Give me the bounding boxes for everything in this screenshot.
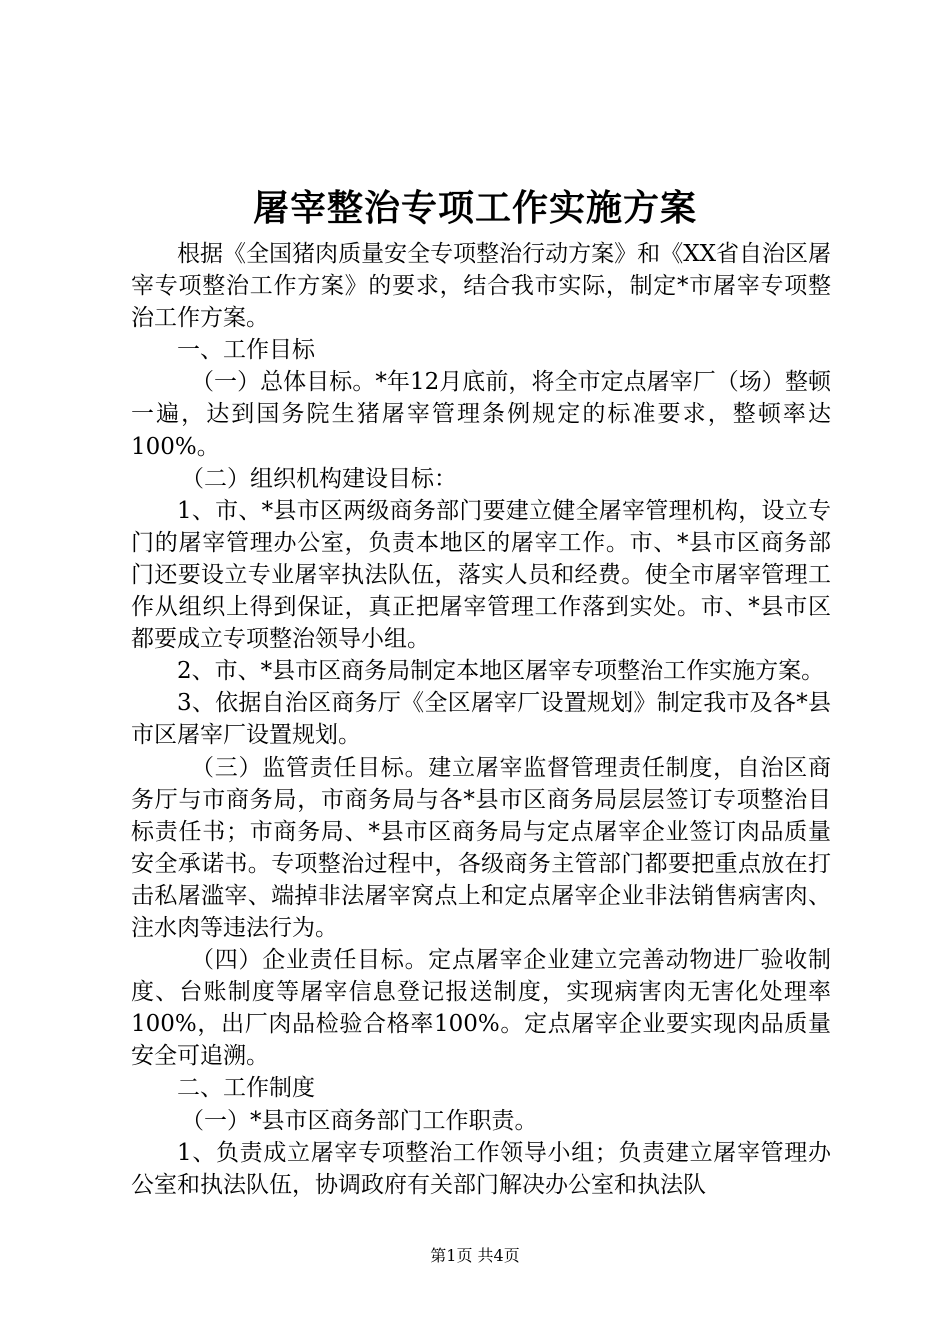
paragraph-enterprise-goal: （四）企业责任目标。定点屠宰企业建立完善动物进厂验收制度、台账制度等屠宰信息登记报送制度，实现病害肉无害化处理率100%，出厂肉品检验合格率100%。定点屠宰企业要实现肉品质量安全可追溯。 <box>131 947 831 1070</box>
document-title: 屠宰整治专项工作实施方案 <box>252 187 697 229</box>
paragraph-county-duty-1: 1、负责成立屠宰专项整治工作领导小组；负责建立屠宰管理办公室和执法队伍，协调政府有关部门解决办公室和执法队 <box>131 1139 831 1198</box>
page-footer: 第1页 共4页 <box>430 1246 520 1265</box>
heading-work-system: 二、工作制度 <box>177 1075 315 1102</box>
paragraph-overall-goal: （一）总体目标。*年12月底前，将全市定点屠宰厂（场）整顿一遍，达到国务院生猪屠宰管理条例规定的标准要求，整顿率达100%。 <box>131 369 831 460</box>
paragraph-org-goal-3: 3、依据自治区商务厅《全区屠宰厂设置规划》制定我市及各*县市区屠宰厂设置规划。 <box>131 690 831 749</box>
paragraph-org-goal-1: 1、市、*县市区两级商务部门要建立健全屠宰管理机构，设立专门的屠宰管理办公室，负责本地区的屠宰工作。市、*县市区商务部门还要设立专业屠宰执法队伍，落实人员和经费。使全市屠宰管理工作从组织上得到保证，真正把屠宰管理工作落到实处。市、*县市区都要成立专项整治领导小组。 <box>131 497 831 653</box>
heading-work-goals: 一、工作目标 <box>177 337 315 364</box>
paragraph-org-goal-2: 2、市、*县市区商务局制定本地区屠宰专项整治工作实施方案。 <box>177 658 825 685</box>
paragraph-org-goal-heading: （二）组织机构建设目标： <box>181 465 457 492</box>
paragraph-supervision-goal: （三）监管责任目标。建立屠宰监督管理责任制度，自治区商务厅与市商务局，市商务局与各*县市区商务局层层签订专项整治目标责任书；市商务局、*县市区商务局与定点屠宰企业签订肉品质量安全承诺书。专项整治过程中，各级商务主管部门都要把重点放在打击私屠滥宰、端掉非法屠宰窝点上和定点屠宰企业非法销售病害肉、注水肉等违法行为。 <box>131 754 831 941</box>
paragraph-intro: 根据《全国猪肉质量安全专项整治行动方案》和《XX省自治区屠宰专项整治工作方案》的要求，结合我市实际，制定*市屠宰专项整治工作方案。 <box>131 241 831 332</box>
document-body <box>131 238 831 1201</box>
paragraph-county-duties: （一）*县市区商务部门工作职责。 <box>181 1107 538 1134</box>
